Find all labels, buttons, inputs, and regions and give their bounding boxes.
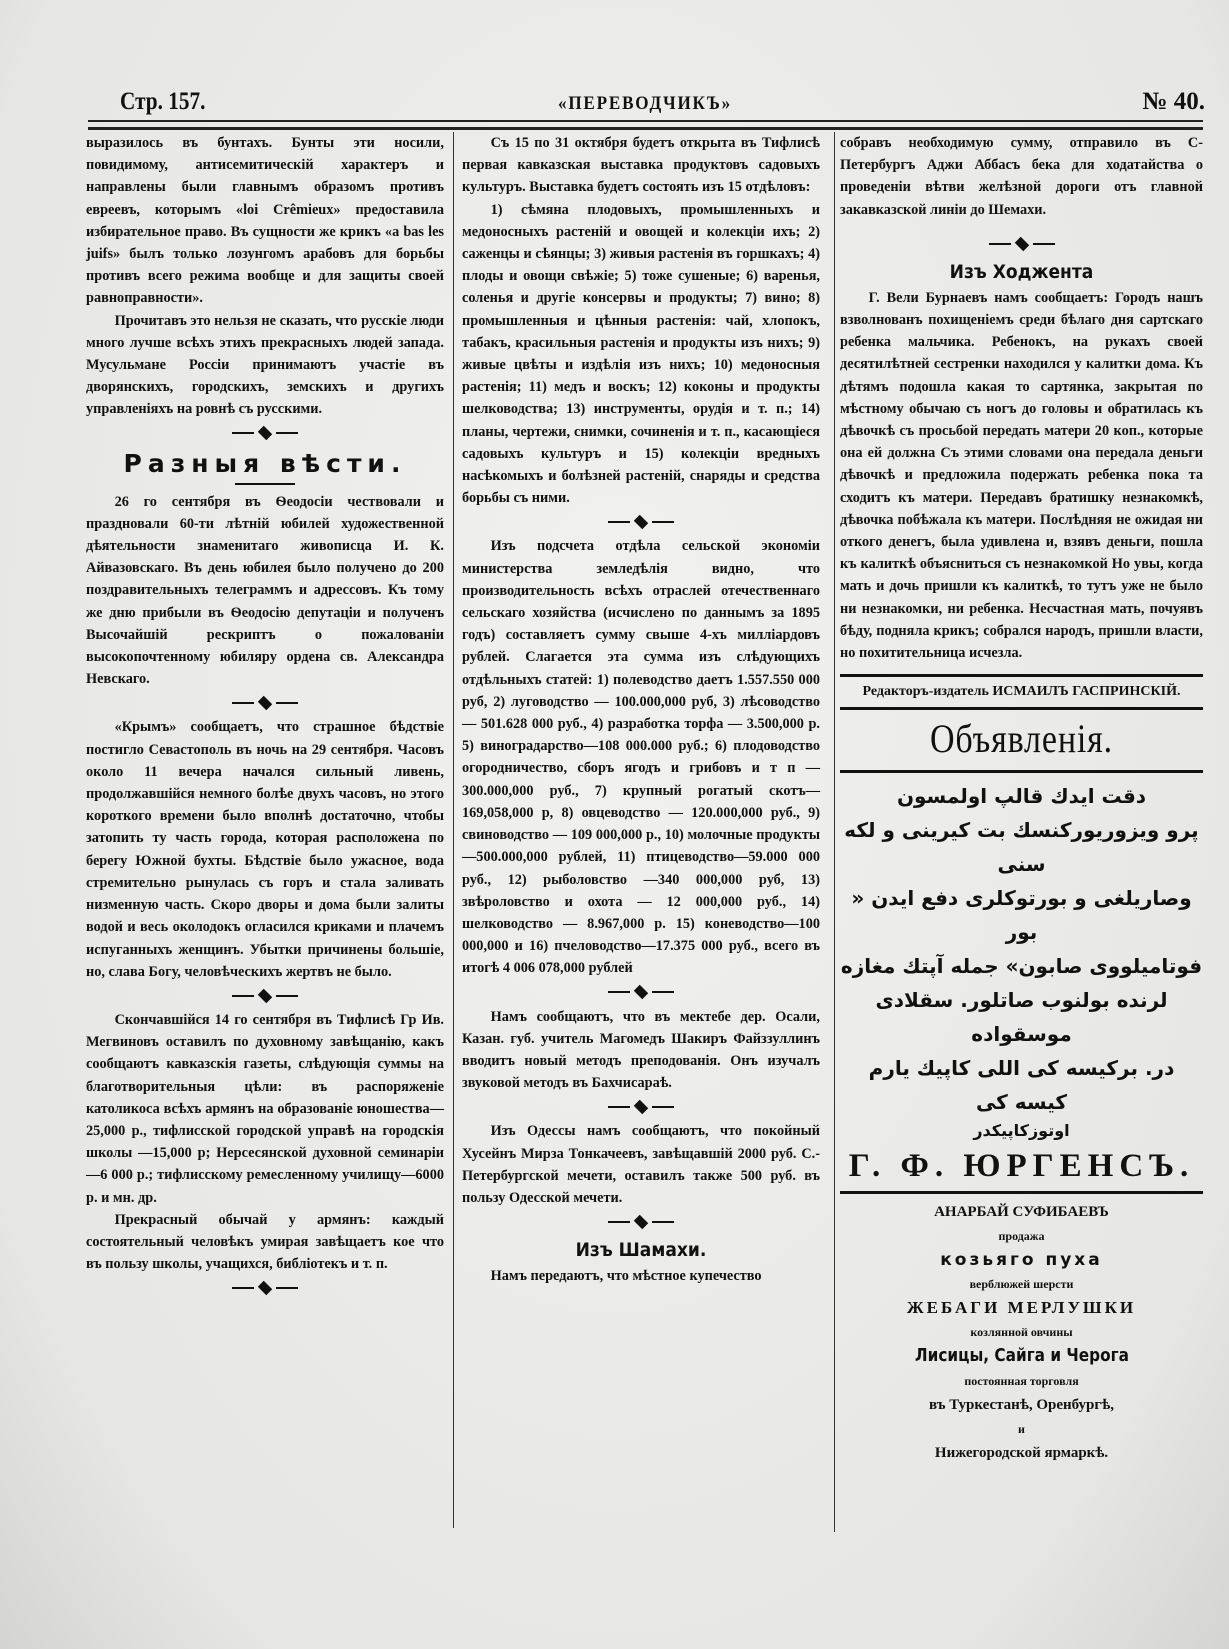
ad-line: ЖЕБАГИ МЕРЛУШКИ: [906, 1298, 1137, 1318]
ad-line: козьяго пуха: [940, 1250, 1103, 1271]
ads-heading: Объявленія.: [929, 716, 1114, 762]
ad-line: въ Туркестанѣ, Оренбургѣ,: [929, 1397, 1114, 1414]
article-paragraph: Г. Вели Бурнаевъ намъ сообщаетъ: Городъ нашъ взволнованъ похищеніемъ среди бѣлаго дня сартскаго ребенка мальчика. Ребенокъ, на рукахъ своей десятилѣтней сестренки находился у калитки дома. Къ дѣтямъ подошла какая то сартянка, закрытая по мѣстному обычаю съ ногъ до головы и обратилась къ дѣвочкѣ съ просьбой передать матери 20 коп., которые она ей должна Съ этими словами она передала деньги дѣвочкѣ и предложила подержать ребенка пока та сходитъ къ матери. Передавъ братишку незнакомкѣ, дѣвочка побѣжала къ матери. Послѣдняя не ожидая ни откого денегъ, была удивлена и, взявъ деньги, пошла къ калиткѣ объясниться съ незнакомкой Но увы, когда мать и дочь пришли къ калиткѣ, то тутъ уже не было ни незнакомки, ни ребенка. Несчастная мать, почуявъ бѣду, подняла крикъ; собрался народъ, пришли власти, но похитительница исчезла.: [840, 289, 1203, 662]
newspaper-title: «ПЕРЕВОДЧИКЪ»: [557, 93, 733, 114]
ornament-divider: [462, 980, 820, 1006]
ornament-divider: [840, 231, 1203, 257]
ad-line: Нижегородской ярмаркѣ.: [934, 1445, 1109, 1462]
ornament-divider: [86, 1275, 444, 1301]
section-rule: [235, 483, 295, 485]
section-title: Разныя вѣсти.: [123, 448, 407, 478]
arabic-line: پرو ویزوریورکنسك بت کیرینی و لکه سنی: [844, 818, 1199, 877]
ornament-divider: [86, 690, 444, 716]
article-paragraph: Скончавшійся 14 го сентября въ Тифлисѣ Гр Ив. Мегвиновъ оставилъ по духовному завѣщанію, какъ сообщаютъ кавказскія газеты, слѣдующія суммы на благотворительныя цѣли: въ распоряженіе католикоса всѣхъ армянъ на образованіе юношества—25,000 р., тифлисской городской управѣ на городскія школы —15,000 р; Нерсесянской духовной семинаріи—6 000 р.; тифлисскому ремесленному училищу—6000 р. и мн. др.: [86, 1011, 444, 1206]
fur-advertisement: [840, 1200, 1203, 1465]
article-paragraph: Съ 15 по 31 октября будетъ открыта въ Тифлисѣ первая кавказская выставка продуктовъ садовыхъ культуръ. Выставка будетъ состоять изъ 15 отдѣловъ:: [462, 135, 820, 196]
ornament-divider: [462, 1209, 820, 1235]
issue-number: № 40.: [1142, 88, 1205, 115]
article-paragraph: Изъ подсчета отдѣла сельской экономіи министерства земледѣлія видно, что производительность всѣхъ отраслей отечественнаго сельскаго хозяйства (исчислено по даннымъ за 1895 годъ) составляетъ сумму свыше 4-хъ милліардовъ рублей. Слагается эта сумма изъ слѣдующихъ отдѣльныхъ статей: 1) полеводство даетъ 1.557.550 000 руб, 2) луговодство — 100.000,000 руб, 3) лѣсоводство — 501.628 000 руб., 4) разработка торфа — 3.500,000 р. 5) виноградарство—108 000.000 руб.; 6) плодоводство огородничество, сборъ ягодъ и грибовъ и т п — 300.000,000 руб., 7) крупный рогатый скотъ—169,058,000 р, 8) овцеводство — 120.000,000 руб., 9) свиноводство — 109 000,000 р., 10) молочные продукты—500.000,000 рублей, 11) птицеводство—59.000 000 руб., 12) рыболовство —340 000,000 руб, 13) звѣроловство и охота — 12 000,000 руб., 14) шелководство — 8.967,000 р. 15) коневодство—100 000,000 и 16) пчеловодство—17.375 000 руб., всего въ итогѣ 4 006 078,000 рублей: [462, 538, 820, 977]
arabic-line: اوتوزکاپیکدر: [973, 1121, 1070, 1141]
column-divider-2: [834, 132, 835, 1532]
column-right: [840, 132, 1203, 1465]
editor-line: [840, 674, 1203, 710]
article-paragraph: 1) сѣмяна плодовыхъ, промышленныхъ и медоносныхъ растеній и овощей и колекціи ихъ; 2) саженцы и сѣянцы; 3) живыя растенія въ горшкахъ; 4) плоды и овощи свѣжіе; 5) тоже сушеные; 6) варенья, соленья и другіе консервы и продукты; 7) вино; 8) промышленныя и цѣнныя растенія: чай, хлопокъ, табакъ, красильныя растенія и продукты изъ нихъ; 9) живые цвѣты и издѣлія изъ нихъ; 10) медоносныя растенія; 11) медъ и воскъ; 12) коконы и продукты шелководства; 13) инструменты, орудія и т. п.; 14) планы, чертежи, снимки, сочиненія и т. п., касающіеся садовыхъ культуръ и 15) колекціи вредныхъ насѣкомыхъ и болѣзней растеній, снаряды и средства борьбы съ ними.: [462, 201, 820, 507]
article-paragraph: «Крымъ» сообщаетъ, что страшное бѣдствіе постигло Севастополь въ ночь на 29 сентября. Часовъ около 11 вечера начался сильный ливень, продолжавшійся немного болѣе двухъ часовъ, но этого короткого времени было вполнѣ достаточно, чтобы затопить ту часть города, которая расположена по берегу Южной бухты. Бѣдствіе было ужасное, вода стремительно рынулась съ горъ и стала заливать низменную часть. Скоро дворы и дома были залиты водой и весь околодокъ огласился криками и плачемъ испуганныхъ женщинъ. Убытки причинены большіе, но, слава Богу, человѣческихъ жертвъ не было.: [86, 719, 444, 980]
ornament-divider: [86, 421, 444, 447]
advertiser-name: Г. Ф. ЮРГЕНСЪ.: [848, 1148, 1195, 1185]
article-paragraph: 26 го сентября въ Ѳеодосіи чествовали и праздновали 60-ти лѣтній юбилей художественной дѣятельности знаменитаго живописца И. К. Айвазовскаго. Въ день юбилея было получено до 200 поздравительныхъ телеграммъ и адрессовъ. Къ тому же дню прибыли въ Ѳеодосію депутаціи и полученъ Высочайшій рескриптъ о пожалованіи высокопочтенному юбиляру ордена св. Александра Невскаго.: [86, 493, 444, 688]
article-paragraph: Изъ Одессы намъ сообщаютъ, что покойный Хусейнъ Мирза Тонкачеевъ, завѣщавшій 2000 руб. С.-Петербургской мечети, оставилъ также 500 руб. въ пользу Одесской мечети.: [462, 1123, 820, 1206]
merchant-name: АНАРБАЙ СУФИБАЕВЪ: [934, 1204, 1109, 1221]
ad-line: и: [1018, 1422, 1025, 1437]
ads-rule: [840, 1191, 1203, 1194]
editor-name: ИСМАИЛЪ ГАСПРИНСКІЙ.: [992, 684, 1181, 700]
article-paragraph: Намъ передаютъ, что мѣстное купечество: [490, 1268, 762, 1285]
arabic-line: دقت ایدك قالپ اولمسون: [896, 784, 1147, 809]
arabic-advertisement: [840, 779, 1203, 1143]
column-left: [86, 132, 444, 1301]
ad-line: верблюжей шерсти: [969, 1277, 1074, 1292]
article-paragraph: Намъ сообщаютъ, что въ мектебе дер. Осали, Казан. губ. учитель Магомедъ Шакиръ Файззуллинъ вводитъ новый методъ преподованія. Онъ изучалъ звуковой методъ въ Бахчисараѣ.: [462, 1008, 820, 1092]
ornament-divider: [86, 983, 444, 1009]
arabic-line: لرنده بولنوب صاتلور. سقلادی موسقواده: [875, 988, 1168, 1047]
ad-line: Лисицы, Сайга и Черога: [914, 1345, 1129, 1367]
arabic-line: فوتامیلووی صابون» جمله آپتك مغازه: [840, 954, 1203, 979]
ad-line: козлянной овчины: [970, 1325, 1073, 1340]
subsection-title: Изъ Ходжента: [949, 260, 1094, 283]
header-rule-top: [88, 120, 1203, 122]
arabic-line: در. برکیسه کی اللی کاپیك یارم کیسه کی: [868, 1056, 1175, 1115]
header-rule-bottom: [88, 127, 1203, 130]
subsection-title: Изъ Шамахи.: [575, 1239, 707, 1262]
ad-line: продажа: [998, 1229, 1045, 1244]
ornament-divider: [462, 1094, 820, 1120]
page-header: [85, 88, 1205, 118]
column-middle: [462, 132, 820, 1287]
page-number: Стр. 157.: [120, 88, 206, 115]
ad-line: постоянная торговля: [964, 1374, 1079, 1389]
arabic-line: وصاریلغی و بورتوکلری دفع ایدن « بور: [851, 886, 1192, 945]
article-paragraph: выразилось въ бунтахъ. Бунты эти носили, повидимому, антисемитическій характеръ и направлены были главнымъ образомъ противъ евреевъ, которымъ «loi Crêmieux» предоставила избирательное право. Въ сущности же крикъ «a bas les juifs» былъ только лозунгомъ арабовъ для борьбы противъ всего режима вообще и для защиты своей равноправности».: [86, 135, 444, 307]
article-paragraph: собравъ необходимую сумму, отправило въ С-Петербургъ Аджи Аббасъ бека для ходатайства о проведеніи вѣтви желѣзной дороги отъ главной закавказской линіи до Шемахи.: [840, 135, 1203, 218]
article-paragraph: Прочитавъ это нельзя не сказать, что русскіе люди много лучше всѣхъ этихъ прекрасныхъ людей запада. Мусульмане Россіи принимаютъ участіе въ дворянскихъ, городскихъ, земскихъ и другихъ управленіяхъ на ровнѣ съ русскими.: [86, 312, 444, 418]
ornament-divider: [462, 509, 820, 535]
editor-label: Редакторъ-издатель: [862, 684, 989, 700]
ads-rule: [840, 770, 1203, 773]
column-divider-1: [453, 132, 454, 1528]
article-paragraph: Прекрасный обычай у армянъ: каждый состоятельный человѣкъ умирая завѣщаетъ кое что въ пользу школы, учащихся, библіотекъ и т. п.: [86, 1211, 444, 1273]
